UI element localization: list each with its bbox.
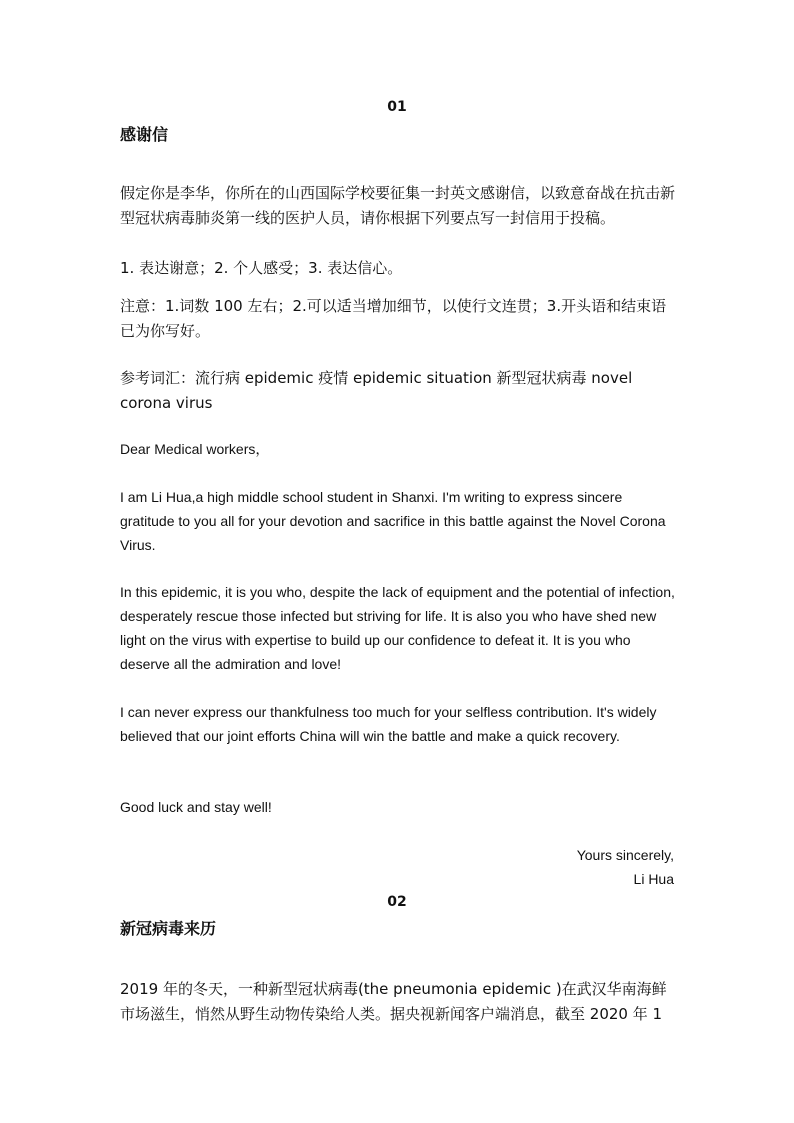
section-title: 新冠病毒来历 — [120, 919, 217, 938]
key-points: 1. 表达谢意；2. 个人感受；3. 表达信心。 — [120, 259, 403, 277]
closing: Yours sincerely, — [576, 847, 674, 863]
letter-paragraph-4: Good luck and stay well! — [120, 799, 272, 815]
section-title: 感谢信 — [120, 125, 169, 144]
section-number: 02 — [387, 894, 407, 910]
notes-paragraph: 注意：1.词数 100 左右；2.可以适当增加细节，以使行文连贯；3.开头语和结束语已为你写好。 — [120, 297, 667, 340]
salutation: Dear Medical workers， — [120, 441, 270, 457]
vocabulary-paragraph: 参考词汇：流行病 epidemic 疫情 epidemic situation 新型冠状病毒 novel corona virus — [120, 369, 633, 412]
letter-paragraph-1: I am Li Hua,a high middle school student in Shanxi. I'm writing to express sincere gratitude to you all for your devotion and sacrifice in this battle against the Novel Corona Virus. — [120, 489, 666, 553]
signature: Li Hua — [633, 871, 674, 887]
prompt-paragraph: 假定你是李华，你所在的山西国际学校要征集一封英文感谢信，以致意奋战在抗击新型冠状病毒肺炎第一线的医护人员，请你根据下列要点写一封信用于投稿。 — [120, 184, 676, 227]
history-paragraph: 2019 年的冬天，一种新型冠状病毒(the pneumonia epidemic )在武汉华南海鲜市场滋生，悄然从野生动物传染给人类。据央视新闻客户端消息，截至 2020 年 1 — [120, 980, 667, 1023]
letter-paragraph-3: I can never express our thankfulness too much for your selfless contribution. It's widely believed that our joint efforts China will win the battle and make a quick recovery. — [120, 704, 657, 744]
letter-paragraph-2: In this epidemic, it is you who, despite the lack of equipment and the potential of infection, desperately rescue those infected but striving for life. It is also you who have shed new light on the virus with expertise to build up our confidence to defeat it. It is you who deserve all the admiration and love! — [120, 584, 675, 672]
section-number: 01 — [387, 99, 407, 115]
